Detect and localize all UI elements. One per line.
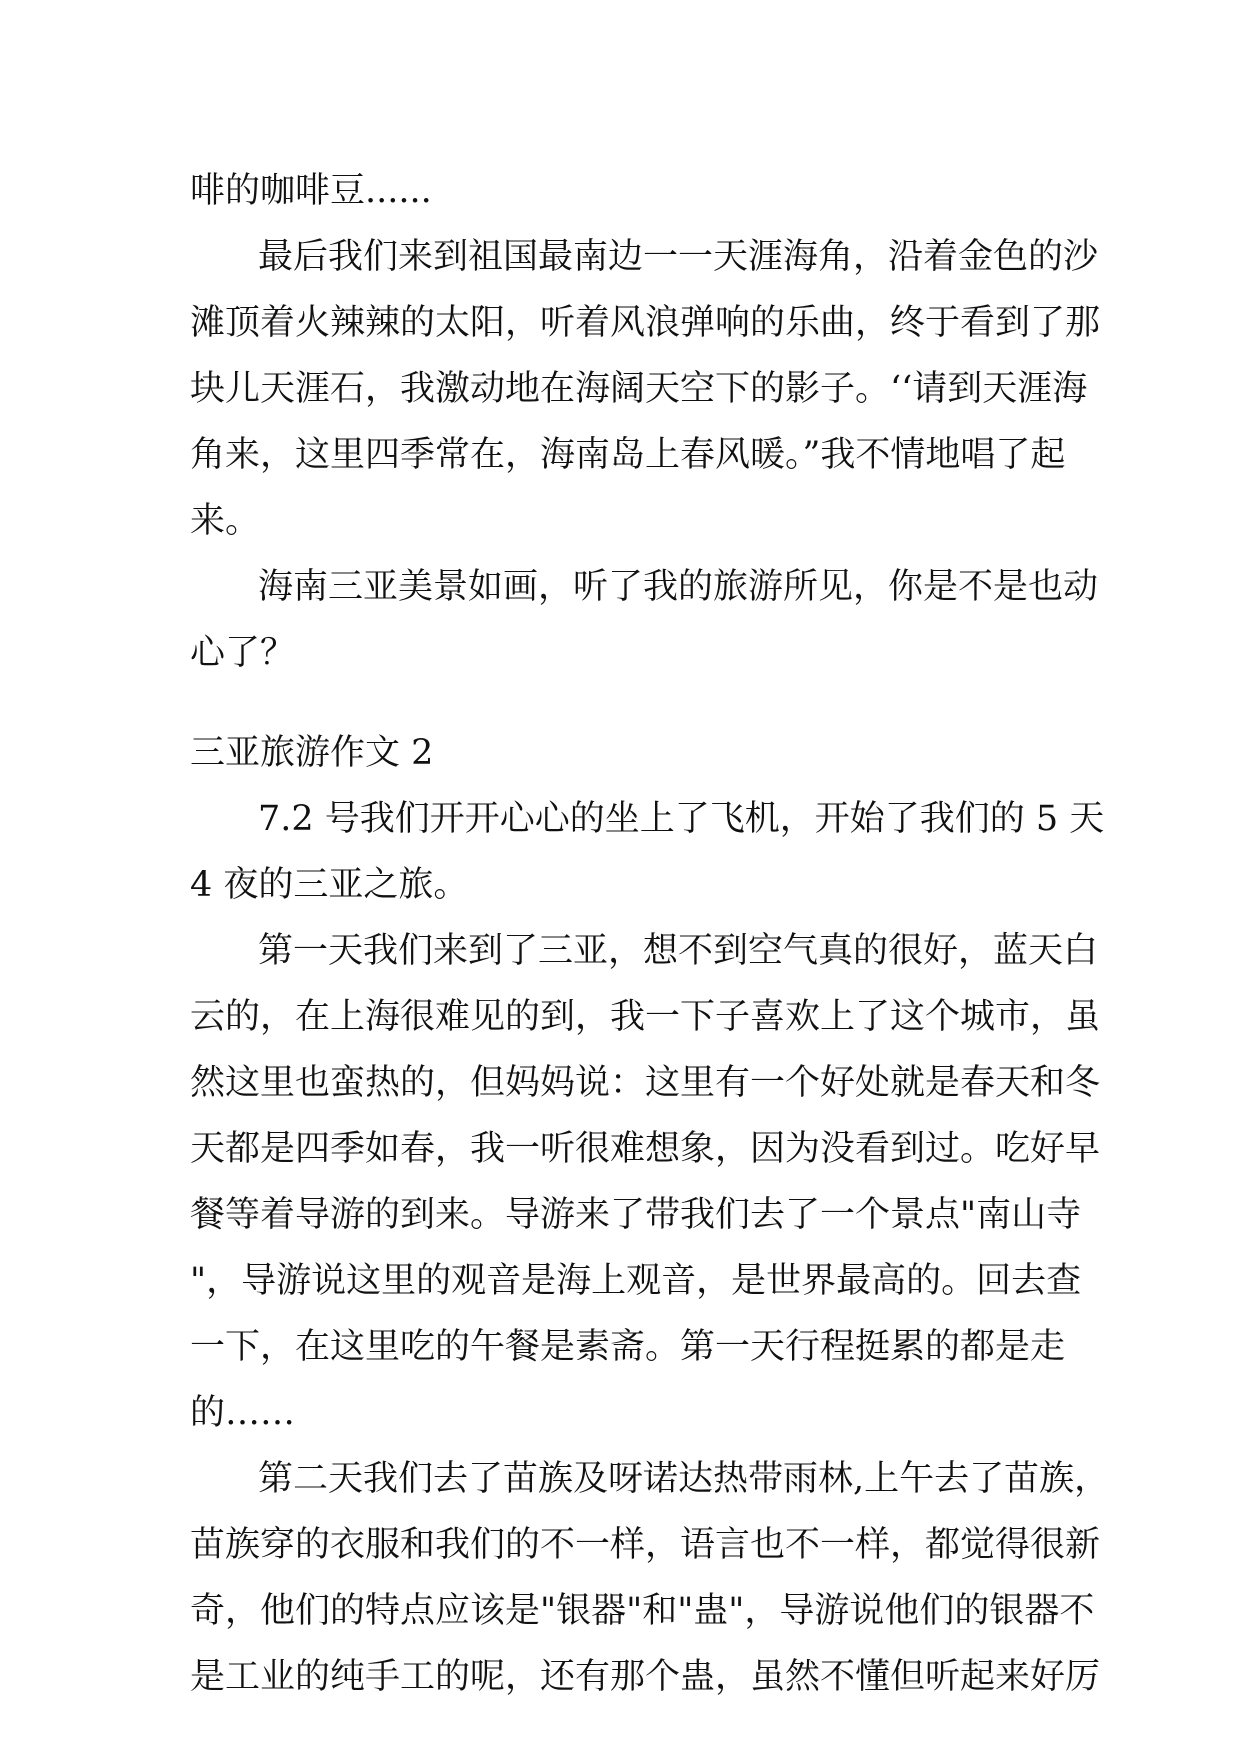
- paragraph-line: 来。: [190, 501, 261, 541]
- paragraph-line: 4 夜的三亚之旅。: [190, 865, 469, 905]
- paragraph-line: 块儿天涯石，我激动地在海阔天空下的影子。‘‘请到天涯海: [190, 369, 1088, 409]
- paragraph-line: 云的，在上海很难见的到，我一下子喜欢上了这个城市，虽: [190, 997, 1101, 1037]
- section-heading: 三亚旅游作文 2: [190, 733, 434, 773]
- paragraph-line: 苗族穿的衣服和我们的不一样，语言也不一样，都觉得很新: [190, 1525, 1101, 1565]
- paragraph-line: 然这里也蛮热的，但妈妈说：这里有一个好处就是春天和冬: [190, 1063, 1101, 1103]
- paragraph-line: 滩顶着火辣辣的太阳，听着风浪弹响的乐曲，终于看到了那: [190, 303, 1101, 343]
- paragraph-line: 餐等着导游的到来。导游来了带我们去了一个景点"南山寺: [190, 1195, 1082, 1235]
- paragraph-line: 海南三亚美景如画，听了我的旅游所见，你是不是也动: [258, 567, 1099, 607]
- paragraph-line: 心了？: [190, 633, 296, 673]
- paragraph-line: 第二天我们去了苗族及呀诺达热带雨林,上午去了苗族，: [258, 1459, 1110, 1499]
- paragraph-line: 一下，在这里吃的午餐是素斋。第一天行程挺累的都是走: [190, 1327, 1066, 1367]
- paragraph-line: 啡的咖啡豆......: [190, 171, 432, 211]
- paragraph-line: 天都是四季如春，我一听很难想象，因为没看到过。吃好早: [190, 1129, 1101, 1169]
- paragraph-line: 7.2 号我们开开心心的坐上了飞机，开始了我们的 5 天: [258, 799, 1105, 839]
- paragraph-line: 第一天我们来到了三亚，想不到空气真的很好，蓝天白: [258, 931, 1099, 971]
- paragraph-line: 的……: [190, 1393, 296, 1433]
- paragraph-line: 角来，这里四季常在，海南岛上春风暖。”我不情地唱了起: [190, 435, 1066, 475]
- paragraph-line: 最后我们来到祖国最南边一一天涯海角，沿着金色的沙: [258, 237, 1099, 277]
- paragraph-line: "，导游说这里的观音是海上观音，是世界最高的。回去查: [190, 1261, 1082, 1301]
- paragraph-line: 奇，他们的特点应该是"银器"和"蛊"，导游说他们的银器不: [190, 1591, 1095, 1631]
- paragraph-line: 是工业的纯手工的呢，还有那个蛊，虽然不懂但听起来好厉: [190, 1657, 1101, 1697]
